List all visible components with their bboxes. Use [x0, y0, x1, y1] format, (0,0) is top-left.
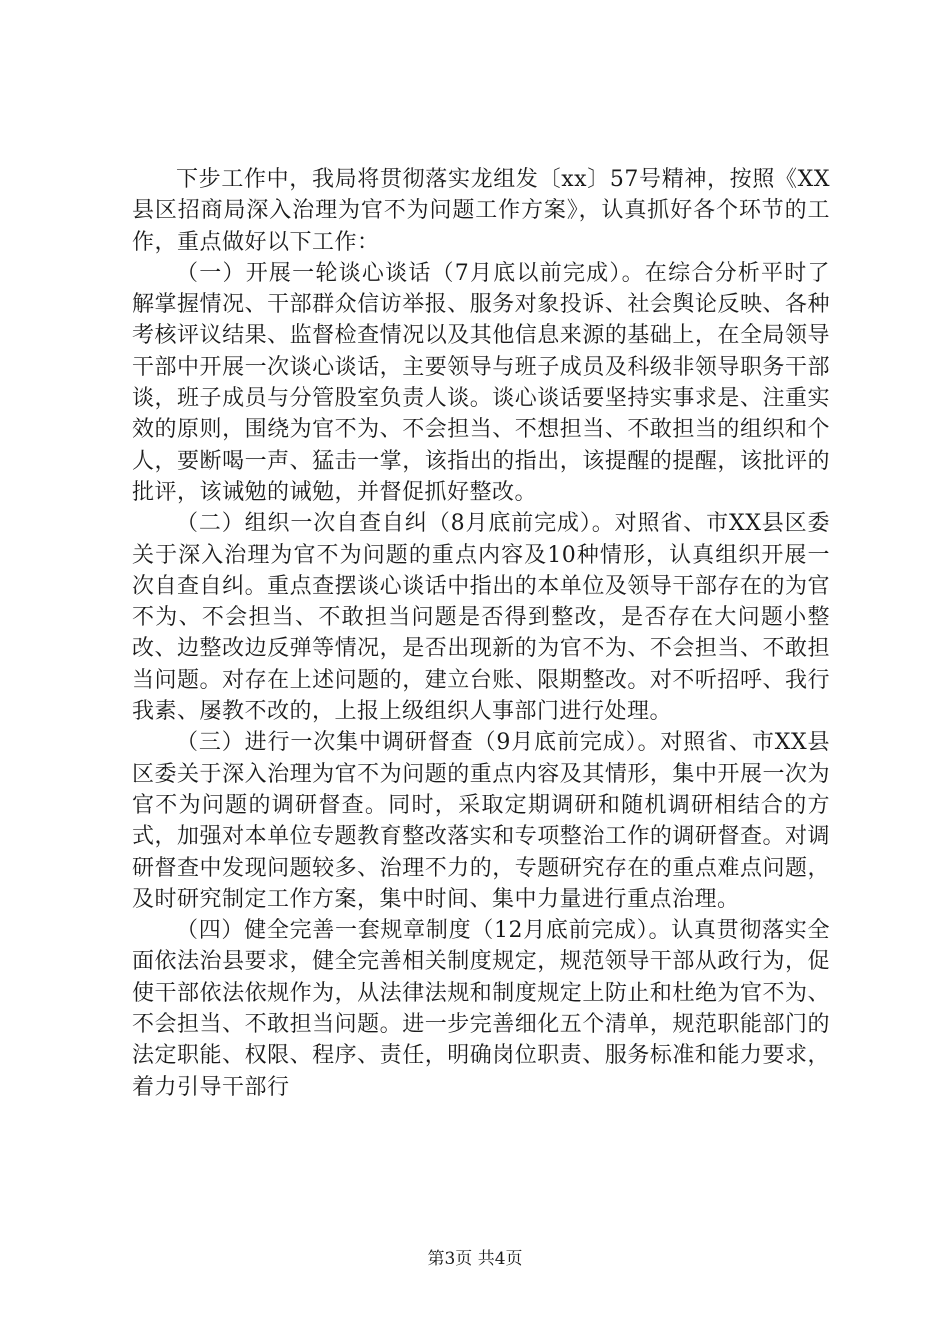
paragraph-item-3: （三）进行一次集中调研督查（9月底前完成）。对照省、市XX县区委关于深入治理为官不为问题的重点内容及其情形，集中开展一次为官不为问题的调研督查。同时，采取定期调研和随机调研相结合的方式，加强对本单位专题教育整改落实和专项整治工作的调研督查。对调研督查中发现问题较多、治理不力的，专题研究存在的重点难点问题，及时研究制定工作方案，集中时间、集中力量进行重点治理。	[132, 730, 830, 912]
paragraph-item-1: （一）开展一轮谈心谈话（7月底以前完成）。在综合分析平时了解掌握情况、干部群众信访举报、服务对象投诉、社会舆论反映、各种考核评议结果、监督检查情况以及其他信息来源的基础上，在全局领导干部中开展一次谈心谈话，主要领导与班子成员及科级非领导职务干部谈，班子成员与分管股室负责人谈。谈心谈话要坚持实事求是、注重实效的原则，围绕为官不为、不会担当、不想担当、不敢担当的组织和个人，要断喝一声、猛击一掌，该指出的指出，该提醒的提醒，该批评的批评，该诫勉的诫勉，并督促抓好整改。	[132, 260, 830, 505]
paragraph-item-4: （四）健全完善一套规章制度（12月底前完成）。认真贯彻落实全面依法治县要求，健全完善相关制度规定，规范领导干部从政行为，促使干部依法依规作为，从法律法规和制度规定上防止和杜绝为官不为、不会担当、不敢担当问题。进一步完善细化五个清单，规范职能部门的法定职能、权限、程序、责任，明确岗位职责、服务标准和能力要求，着力引导干部行	[132, 918, 830, 1100]
page-number-footer: 第3页 共4页	[427, 1249, 523, 1269]
document-body	[132, 164, 830, 1103]
paragraph-intro: 下步工作中，我局将贯彻落实龙组发〔xx〕57号精神，按照《XX县区招商局深入治理为官不为问题工作方案》，认真抓好各个环节的工作，重点做好以下工作：	[132, 167, 830, 255]
paragraph-item-2: （二）组织一次自查自纠（8月底前完成）。对照省、市XX县区委关于深入治理为官不为问题的重点内容及10种情形，认真组织开展一次自查自纠。重点查摆谈心谈话中指出的本单位及领导干部存在的为官不为、不会担当、不敢担当问题是否得到整改，是否存在大问题小整改、边整改边反弹等情况，是否出现新的为官不为、不会担当、不敢担当问题。对存在上述问题的，建立台账、限期整改。对不听招呼、我行我素、屡教不改的，上报上级组织人事部门进行处理。	[132, 511, 830, 725]
